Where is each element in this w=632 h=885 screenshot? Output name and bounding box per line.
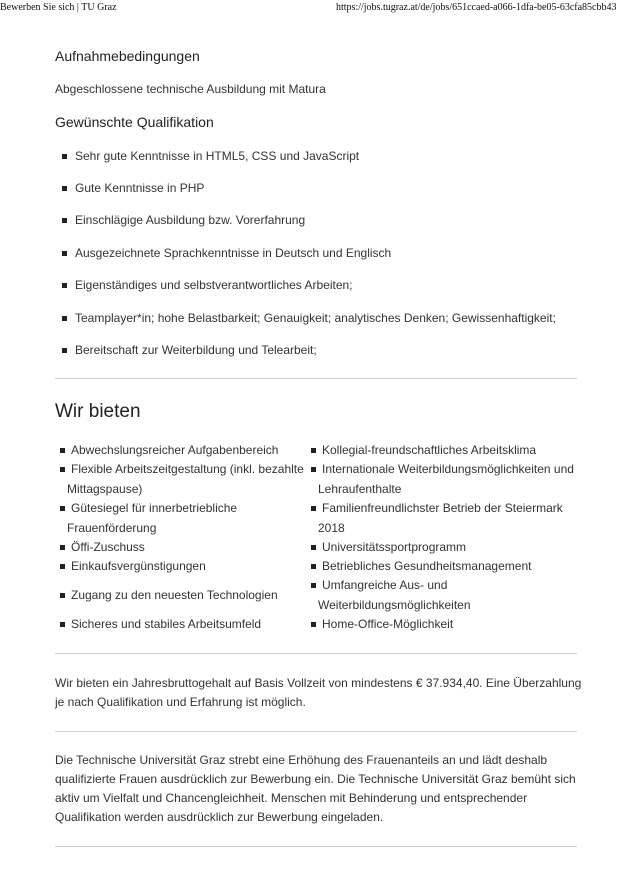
salary-paragraph <box>55 674 581 712</box>
list-item <box>306 538 590 558</box>
equality-line: qualifizierte Frauen ausdrücklich zur Bewerbung ein. Die Technische Universität Graz bemüht sich <box>55 772 576 786</box>
list-item <box>55 615 321 635</box>
list-item: Gute Kenntnisse in PHP <box>55 181 204 195</box>
list-item <box>306 441 590 461</box>
list-item <box>55 538 321 558</box>
section-divider <box>55 378 577 379</box>
benefit-text-cont: Weiterbildungsmöglichkeiten <box>318 597 471 612</box>
benefit-text-cont: Mittagspause) <box>67 481 143 496</box>
section-divider <box>55 731 577 732</box>
benefit-text: Sicheres und stabiles Arbeitsumfeld <box>71 617 262 631</box>
benefit-text: Abwechslungsreicher Aufgabenbereich <box>71 443 279 457</box>
benefit-text-cont: Lehraufenthalte <box>318 481 402 496</box>
list-item <box>306 615 590 635</box>
benefit-text: Zugang zu den neuesten Technologien <box>71 588 278 602</box>
list-item: Eigenständiges und selbstverantwortliches Arbeiten; <box>55 278 353 292</box>
benefit-text: Familienfreundlichster Betrieb der Steiermark <box>322 501 563 515</box>
equality-line: aktiv um Vielfalt und Chancengleichheit. Menschen mit Behinderung und entsprechender <box>55 791 528 805</box>
benefit-text: Home-Office-Möglichkeit <box>322 617 454 631</box>
benefit-text: Einkaufsvergünstigungen <box>71 559 206 573</box>
list-item: Bereitschaft zur Weiterbildung und Telearbeit; <box>55 343 317 357</box>
benefit-text: Flexible Arbeitszeitgestaltung (inkl. bezahlte <box>71 462 304 476</box>
list-item <box>55 441 321 461</box>
list-item: Sehr gute Kenntnisse in HTML5, CSS und JavaScript <box>55 149 359 163</box>
list-item <box>55 499 321 538</box>
print-page-title: Bewerben Sie sich | TU Graz <box>0 2 117 13</box>
benefit-text-cont: 2018 <box>318 520 345 535</box>
list-item <box>55 586 321 606</box>
list-item: Einschlägige Ausbildung bzw. Vorerfahrung <box>55 213 305 227</box>
list-item <box>306 460 590 499</box>
section-divider <box>55 653 577 654</box>
benefit-text-cont: Frauenförderung <box>67 520 157 535</box>
salary-line: Wir bieten ein Jahresbruttogehalt auf Basis Vollzeit von mindestens € 37.934,40. Eine Überzahlung <box>55 676 582 690</box>
print-header <box>0 0 632 16</box>
list-item <box>306 576 590 615</box>
qualifikation-heading: Gewünschte Qualifikation <box>55 114 214 130</box>
equality-line: Qualifikation werden ausdrücklich zur Bewerbung eingeladen. <box>55 810 384 824</box>
benefit-text: Umfangreiche Aus- und <box>322 578 448 592</box>
benefit-text: Öffi-Zuschuss <box>71 540 145 554</box>
section-divider <box>55 846 577 847</box>
benefit-text: Internationale Weiterbildungsmöglichkeiten und <box>322 462 574 476</box>
list-item <box>306 557 590 577</box>
aufnahmebedingungen-text: Abgeschlossene technische Ausbildung mit Matura <box>55 82 326 96</box>
wir-bieten-heading: Wir bieten <box>55 401 141 422</box>
aufnahmebedingungen-heading: Aufnahmebedingungen <box>55 48 200 64</box>
list-item <box>55 460 321 499</box>
list-item: Ausgezeichnete Sprachkenntnisse in Deutsch und Englisch <box>55 246 391 260</box>
list-item: Teamplayer*in; hohe Belastbarkeit; Genauigkeit; analytisches Denken; Gewissenhaftigkeit; <box>55 311 556 325</box>
benefit-text: Kollegial-freundschaftliches Arbeitsklima <box>322 443 537 457</box>
print-page-url: https://jobs.tugraz.at/de/jobs/651ccaed-a066-1dfa-be05-63cfa85cbb43 <box>336 2 617 13</box>
equality-paragraph <box>55 751 576 827</box>
equality-line: Die Technische Universität Graz strebt eine Erhöhung des Frauenanteils an und lädt deshalb <box>55 753 548 767</box>
benefit-text: Universitätssportprogramm <box>322 540 467 554</box>
benefit-text: Gütesiegel für innerbetriebliche <box>71 501 238 515</box>
benefit-text: Betriebliches Gesundheitsmanagement <box>322 559 532 573</box>
list-item <box>306 499 590 538</box>
list-item <box>55 557 321 577</box>
salary-line: je nach Qualifikation und Erfahrung ist möglich. <box>55 695 306 709</box>
